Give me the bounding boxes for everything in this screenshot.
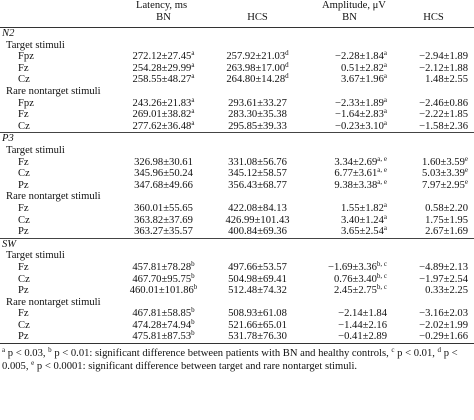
latency-hcs-value bbox=[209, 273, 306, 285]
amplitude-hcs-value-text: −2.22±1.85 bbox=[419, 109, 469, 121]
latency-header: Latency, ms bbox=[136, 0, 188, 11]
stimulus-group-title: Rare nontarget stimuli bbox=[6, 296, 101, 308]
significance-marker: a bbox=[383, 95, 387, 104]
significance-marker: a bbox=[383, 60, 387, 69]
stimulus-group-row bbox=[0, 86, 474, 98]
latency-bn-value-text: 467.70±95.75 bbox=[132, 273, 192, 285]
significance-marker: a bbox=[191, 95, 195, 104]
latency-bn-value-text: 460.01±101.86 bbox=[129, 285, 194, 297]
latency-hcs-value-text: 400.84±69.36 bbox=[228, 226, 287, 238]
table-row bbox=[0, 98, 474, 110]
electrode-label: Cz bbox=[18, 120, 30, 132]
latency-hcs-value bbox=[209, 308, 306, 320]
significance-marker: e bbox=[464, 177, 469, 186]
latency-hcs-value bbox=[209, 320, 306, 332]
amplitude-hcs-value-text: −2.46±0.86 bbox=[419, 97, 469, 109]
latency-hcs-value bbox=[209, 157, 306, 169]
amplitude-bn-value-text: 3.34±2.69 bbox=[334, 156, 378, 168]
table-body bbox=[0, 28, 474, 344]
amplitude-bn-value-text: 0.51±2.82 bbox=[340, 62, 384, 74]
amplitude-hcs-value bbox=[393, 226, 474, 238]
significance-marker: b, c bbox=[376, 283, 387, 292]
electrode-label: Fz bbox=[18, 308, 29, 320]
latency-hcs-value-text: 508.93±61.08 bbox=[228, 308, 287, 320]
latency-bn-value-text: 258.55±48.27 bbox=[132, 74, 192, 86]
latency-hcs-value bbox=[209, 74, 306, 86]
latency-hcs-value bbox=[209, 203, 306, 215]
amplitude-bn-value bbox=[306, 200, 393, 215]
amplitude-bn-value bbox=[306, 177, 393, 192]
table-row bbox=[0, 74, 474, 86]
amplitude-bn-header: BN bbox=[306, 12, 393, 28]
significance-marker: e bbox=[464, 166, 469, 175]
amplitude-bn-value bbox=[306, 95, 393, 110]
amplitude-bn-value-text: 9.38±3.38 bbox=[334, 179, 378, 191]
latency-hcs-value-text: 426.99±101.43 bbox=[225, 214, 290, 226]
significance-marker: e bbox=[464, 154, 469, 163]
significance-marker: b bbox=[191, 329, 195, 338]
latency-bn-value bbox=[118, 308, 209, 320]
significance-marker: a bbox=[191, 49, 195, 58]
section-title: SW bbox=[0, 238, 474, 250]
amplitude-hcs-value bbox=[393, 168, 474, 180]
significance-marker: d bbox=[285, 72, 289, 81]
latency-hcs-value bbox=[209, 109, 306, 121]
section-row bbox=[0, 28, 474, 40]
significance-marker: b, c bbox=[376, 259, 387, 268]
amplitude-hcs-value-text: −4.89±2.13 bbox=[419, 261, 469, 273]
amplitude-hcs-value bbox=[393, 177, 474, 192]
latency-hcs-value bbox=[209, 180, 306, 192]
latency-bn-value bbox=[118, 285, 209, 297]
amplitude-hcs-value-text: 1.60±3.59 bbox=[422, 156, 465, 168]
amplitude-hcs-value-text: −1.58±2.36 bbox=[419, 120, 469, 132]
significance-marker: a bbox=[191, 60, 195, 69]
stimulus-group-title: Rare nontarget stimuli bbox=[6, 86, 101, 98]
latency-hcs-value bbox=[209, 51, 306, 63]
electrode-label: Pz bbox=[18, 285, 29, 297]
latency-bn-value bbox=[118, 226, 209, 238]
table-row bbox=[0, 331, 474, 343]
latency-bn-value-text: 347.68±49.66 bbox=[134, 179, 193, 191]
latency-hcs-value bbox=[209, 60, 306, 75]
electrode-label: Fz bbox=[18, 62, 29, 74]
latency-bn-value bbox=[118, 60, 209, 75]
latency-bn-value bbox=[118, 95, 209, 110]
stimulus-group-title: Target stimuli bbox=[6, 250, 65, 262]
electrode-label: Fz bbox=[18, 202, 29, 214]
latency-bn-value bbox=[118, 109, 209, 121]
amplitude-hcs-value bbox=[393, 154, 474, 169]
significance-marker: b bbox=[193, 283, 198, 292]
electrode-label: Cz bbox=[18, 273, 30, 285]
significance-marker: a, e bbox=[377, 166, 387, 175]
significance-marker: d bbox=[285, 60, 289, 69]
latency-bn-value-text: 254.28±29.99 bbox=[132, 62, 192, 74]
significance-marker: a bbox=[383, 107, 387, 116]
amplitude-bn-value bbox=[306, 226, 393, 238]
latency-hcs-value-text: 257.92±21.03 bbox=[226, 51, 286, 63]
table-row bbox=[0, 262, 474, 274]
latency-hcs-value-text: 283.30±35.38 bbox=[228, 109, 287, 121]
amplitude-bn-value bbox=[306, 74, 393, 86]
latency-bn-value bbox=[118, 203, 209, 215]
latency-hcs-value-text: 521.66±65.01 bbox=[228, 319, 287, 331]
amplitude-bn-value bbox=[306, 51, 393, 63]
stimulus-group-title: Target stimuli bbox=[6, 144, 65, 156]
significance-marker: a bbox=[383, 212, 387, 221]
stimulus-group-row bbox=[0, 40, 474, 52]
significance-marker: a bbox=[383, 200, 387, 209]
amplitude-hcs-value bbox=[393, 51, 474, 63]
amplitude-bn-value bbox=[306, 60, 393, 75]
table-footnote: $^a$ p < 0.03, $^b$ p < 0.01: significant difference between patients with BN and healthy controls, $^c$ p < 0.01, $^d$ p < 0.005, $^e$ p < 0.0001: significant difference between target and rare nontarget stimuli. bbox=[2, 346, 458, 373]
significance-marker: d bbox=[285, 49, 289, 58]
amplitude-bn-value bbox=[306, 109, 393, 121]
amplitude-hcs-value bbox=[393, 320, 474, 332]
electrode-label: Cz bbox=[18, 74, 30, 86]
table-row bbox=[0, 168, 474, 180]
amplitude-bn-value-text: −2.14±1.84 bbox=[338, 308, 387, 320]
amplitude-hcs-value bbox=[393, 74, 474, 86]
amplitude-bn-value-text: −1.64±2.83 bbox=[335, 109, 384, 121]
section-title: P3 bbox=[0, 133, 474, 145]
amplitude-header: Amplitude, μV bbox=[322, 0, 386, 11]
latency-bn-value bbox=[118, 215, 209, 227]
amplitude-bn-value bbox=[306, 285, 393, 297]
amplitude-bn-value bbox=[306, 308, 393, 320]
latency-hcs-value-text: 422.08±84.13 bbox=[228, 202, 287, 214]
significance-marker: b bbox=[191, 259, 195, 268]
latency-hcs-value-text: 295.85±39.33 bbox=[228, 120, 287, 132]
amplitude-hcs-value bbox=[393, 109, 474, 121]
amplitude-bn-value-text: 6.77±3.61 bbox=[334, 168, 378, 180]
amplitude-bn-value-text: 3.67±1.96 bbox=[340, 74, 384, 86]
latency-bn-value-text: 475.81±87.53 bbox=[132, 331, 192, 343]
table-row bbox=[0, 63, 474, 75]
amplitude-hcs-value-text: 7.97±2.95 bbox=[422, 179, 465, 191]
significance-marker: a bbox=[191, 118, 195, 127]
section-row bbox=[0, 238, 474, 250]
amplitude-hcs-value bbox=[393, 98, 474, 110]
table-row bbox=[0, 109, 474, 121]
electrode-label: Fz bbox=[18, 109, 29, 121]
table-row bbox=[0, 157, 474, 169]
stimulus-group-title: Rare nontarget stimuli bbox=[6, 191, 101, 203]
significance-marker: b bbox=[191, 317, 195, 326]
amplitude-hcs-header: HCS bbox=[393, 12, 474, 28]
amplitude-hcs-value bbox=[393, 285, 474, 297]
latency-bn-value-text: 243.26±21.83 bbox=[132, 97, 192, 109]
latency-hcs-value-text: 345.12±58.57 bbox=[228, 168, 287, 180]
electrode-label: Cz bbox=[18, 319, 30, 331]
amplitude-bn-value-text: 3.65±2.54 bbox=[340, 226, 384, 238]
amplitude-bn-value bbox=[306, 320, 393, 332]
latency-bn-value-text: 277.62±36.48 bbox=[132, 120, 192, 132]
amplitude-hcs-value-text: −1.97±2.54 bbox=[419, 273, 469, 285]
latency-hcs-value-text: 497.66±53.57 bbox=[228, 261, 287, 273]
electrode-label: Pz bbox=[0, 331, 118, 343]
latency-hcs-value bbox=[209, 168, 306, 180]
latency-hcs-value-text: 504.98±69.41 bbox=[228, 273, 287, 285]
latency-bn-value bbox=[118, 168, 209, 180]
section-title: N2 bbox=[2, 28, 15, 40]
amplitude-hcs-value bbox=[393, 121, 474, 133]
amplitude-hcs-value-text: 0.33±2.25 bbox=[425, 285, 469, 297]
amplitude-hcs-value-text: −2.12±1.88 bbox=[419, 62, 469, 74]
latency-bn-value bbox=[118, 180, 209, 192]
stimulus-group-row bbox=[0, 145, 474, 157]
latency-bn-value-text: 272.12±27.45 bbox=[132, 51, 192, 63]
latency-bn-value-text: 345.96±50.24 bbox=[134, 168, 193, 180]
stimulus-group-row bbox=[0, 297, 474, 309]
latency-hcs-value bbox=[209, 285, 306, 297]
amplitude-hcs-value-text: 5.03±3.39 bbox=[422, 168, 465, 180]
latency-hcs-value bbox=[209, 215, 306, 227]
latency-bn-value bbox=[118, 259, 209, 274]
table-row bbox=[0, 308, 474, 320]
latency-hcs-value-text: 531.78±76.30 bbox=[228, 331, 287, 343]
header-empty-cell-2 bbox=[0, 12, 118, 28]
amplitude-hcs-value bbox=[393, 262, 474, 274]
amplitude-hcs-value bbox=[393, 215, 474, 227]
latency-bn-value bbox=[118, 51, 209, 63]
table-row bbox=[0, 226, 474, 238]
latency-hcs-value-text: 512.48±74.32 bbox=[228, 285, 287, 297]
amplitude-hcs-value bbox=[393, 63, 474, 75]
significance-marker: a, e bbox=[377, 177, 387, 186]
latency-bn-value-text: 363.27±35.57 bbox=[134, 226, 193, 238]
latency-bn-value-text: 326.98±30.61 bbox=[134, 156, 193, 168]
latency-hcs-value-text: 263.98±17.00 bbox=[226, 62, 286, 74]
amplitude-bn-value-text: −0.41±2.89 bbox=[338, 331, 387, 343]
electrode-label: Fz bbox=[18, 261, 29, 273]
latency-bn-value-text: 269.01±38.82 bbox=[132, 109, 192, 121]
latency-bn-value-text: 363.82±37.69 bbox=[134, 214, 193, 226]
amplitude-bn-value-text: −1.69±3.36 bbox=[328, 261, 377, 273]
significance-marker: a bbox=[383, 49, 387, 58]
amplitude-hcs-value-text: −3.16±2.03 bbox=[419, 308, 469, 320]
electrode-label: Pz bbox=[18, 179, 29, 191]
electrode-label: Fpz bbox=[18, 51, 34, 63]
electrode-label: Cz bbox=[18, 168, 30, 180]
amplitude-bn-value-text: 3.40±1.24 bbox=[340, 214, 384, 226]
latency-bn-value-text: 474.28±74.94 bbox=[132, 319, 192, 331]
latency-hcs-value bbox=[209, 226, 306, 238]
significance-marker: a bbox=[383, 72, 387, 81]
latency-hcs-value bbox=[209, 331, 306, 343]
significance-marker: b bbox=[191, 271, 195, 280]
electrode-label: Fz bbox=[18, 156, 29, 168]
latency-hcs-value-text: 264.80±14.28 bbox=[226, 74, 286, 86]
amplitude-bn-value-text: −2.28±1.84 bbox=[335, 51, 384, 63]
amplitude-hcs-value-text: 2.67±1.69 bbox=[425, 226, 469, 238]
amplitude-bn-value-text: −0.23±3.10 bbox=[335, 120, 384, 132]
amplitude-hcs-value-text: 1.75±1.95 bbox=[425, 214, 469, 226]
latency-bn-value bbox=[118, 317, 209, 332]
amplitude-hcs-value bbox=[393, 203, 474, 215]
significance-marker: a bbox=[191, 107, 195, 116]
latency-hcs-value bbox=[209, 262, 306, 274]
header-empty-cell bbox=[0, 0, 118, 12]
amplitude-bn-value-text: −2.33±1.89 bbox=[335, 97, 384, 109]
electrode-label: Pz bbox=[18, 226, 29, 238]
amplitude-bn-value-text: −1.44±2.16 bbox=[338, 319, 387, 331]
table-row bbox=[0, 180, 474, 192]
significance-marker: b, c bbox=[376, 271, 387, 280]
amplitude-hcs-value-text: −0.29±1.66 bbox=[419, 331, 469, 343]
table-row bbox=[0, 273, 474, 285]
table-row bbox=[0, 121, 474, 133]
latency-bn-value bbox=[118, 74, 209, 86]
significance-marker: a bbox=[383, 118, 387, 127]
latency-hcs-value-text: 356.43±68.77 bbox=[228, 179, 287, 191]
table-row bbox=[0, 51, 474, 63]
amplitude-hcs-value-text: −2.02±1.99 bbox=[419, 319, 469, 331]
latency-bn-value-text: 467.81±58.85 bbox=[132, 308, 192, 320]
table-row bbox=[0, 285, 474, 297]
latency-bn-value bbox=[118, 118, 209, 133]
amplitude-bn-value-text: 2.45±2.75 bbox=[333, 285, 377, 297]
latency-bn-value-text: 457.81±78.28 bbox=[132, 261, 192, 273]
amplitude-bn-value-text: 0.76±3.40 bbox=[333, 273, 377, 285]
amplitude-bn-value bbox=[306, 331, 393, 343]
significance-marker: a bbox=[383, 224, 387, 233]
latency-hcs-value-text: 293.61±33.27 bbox=[228, 97, 287, 109]
latency-bn-header: BN bbox=[118, 12, 209, 28]
latency-hcs-value bbox=[209, 121, 306, 133]
stimulus-group-row bbox=[0, 250, 474, 262]
amplitude-hcs-value bbox=[393, 273, 474, 285]
latency-bn-value-text: 360.01±55.65 bbox=[134, 202, 193, 214]
significance-marker: a bbox=[191, 72, 195, 81]
electrode-label: Cz bbox=[18, 214, 30, 226]
latency-hcs-header: HCS bbox=[209, 12, 306, 28]
latency-bn-value bbox=[118, 157, 209, 169]
section-row bbox=[0, 133, 474, 145]
stimulus-group-title: Target stimuli bbox=[6, 39, 65, 51]
amplitude-bn-value bbox=[306, 212, 393, 227]
amplitude-hcs-value-text: 1.48±2.55 bbox=[425, 74, 469, 86]
table-row bbox=[0, 215, 474, 227]
amplitude-hcs-value-text: 0.58±2.20 bbox=[425, 202, 469, 214]
significance-marker: b bbox=[191, 306, 195, 315]
table-row bbox=[0, 203, 474, 215]
amplitude-hcs-value-text: −2.94±1.89 bbox=[419, 51, 469, 63]
significance-marker: a, e bbox=[377, 154, 387, 163]
electrode-label: Fpz bbox=[18, 97, 34, 109]
stimulus-group-row bbox=[0, 191, 474, 203]
amplitude-bn-value-text: 1.55±1.82 bbox=[340, 202, 384, 214]
latency-hcs-value-text: 331.08±56.76 bbox=[228, 156, 287, 168]
latency-hcs-value bbox=[209, 98, 306, 110]
amplitude-bn-value bbox=[306, 118, 393, 133]
table-row bbox=[0, 320, 474, 332]
amplitude-hcs-value bbox=[393, 331, 474, 343]
latency-bn-value bbox=[118, 331, 209, 343]
amplitude-hcs-value bbox=[393, 308, 474, 320]
